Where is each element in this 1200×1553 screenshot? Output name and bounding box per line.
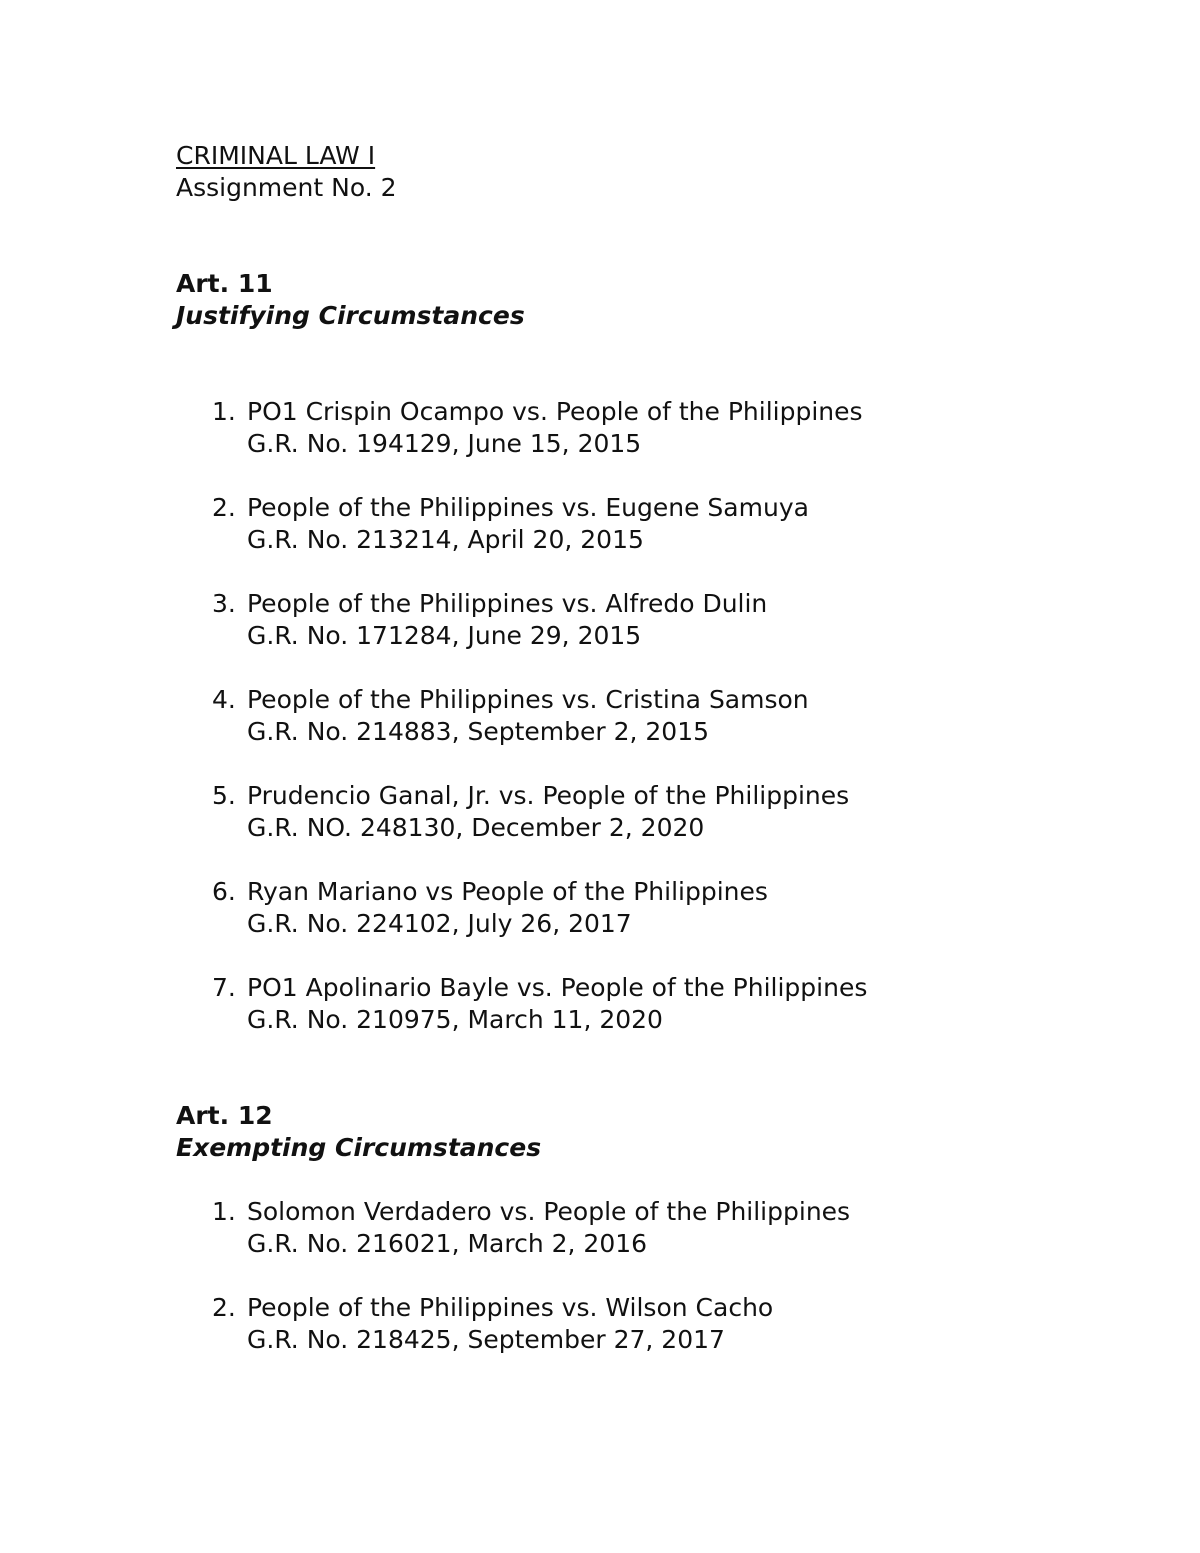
case-citation: G.R. No. 171284, June 29, 2015 [247,621,642,650]
case-item [176,396,1076,460]
case-citation: G.R. No. 213214, April 20, 2015 [247,525,644,554]
case-citation: G.R. No. 194129, June 15, 2015 [247,429,642,458]
section-art-12 [176,1100,1076,1356]
article-heading: Exempting Circumstances [176,1133,542,1162]
case-item [176,588,1076,652]
case-title: People of the Philippines vs. Cristina Samson [247,685,809,714]
document-title: CRIMINAL LAW I [176,141,376,170]
spacer [176,204,1076,268]
spacer [176,1164,1076,1196]
case-item [176,492,1076,556]
case-item [176,1292,1076,1356]
document-page [176,140,1076,1356]
case-number: 1. [212,1197,236,1226]
case-number: 7. [212,973,236,1002]
case-title: People of the Philippines vs. Wilson Cacho [247,1293,774,1322]
case-number: 3. [212,589,236,618]
case-citation: G.R. No. 210975, March 11, 2020 [247,1005,663,1034]
case-item [176,684,1076,748]
case-item [176,1196,1076,1260]
case-title: PO1 Apolinario Bayle vs. People of the Philippines [247,973,868,1002]
case-citation: G.R. No. 216021, March 2, 2016 [247,1229,648,1258]
case-list-art-12 [176,1196,1076,1356]
case-list-art-11 [176,396,1076,1036]
case-title: Prudencio Ganal, Jr. vs. People of the Philippines [247,781,850,810]
case-number: 1. [212,397,236,426]
case-citation: G.R. No. 224102, July 26, 2017 [247,909,632,938]
case-title: Ryan Mariano vs People of the Philippines [247,877,768,906]
case-item [176,780,1076,844]
article-number: Art. 11 [176,269,273,298]
case-title: People of the Philippines vs. Alfredo Dulin [247,589,768,618]
case-citation: G.R. NO. 248130, December 2, 2020 [247,813,705,842]
case-title: PO1 Crispin Ocampo vs. People of the Philippines [247,397,863,426]
case-number: 2. [212,1293,236,1322]
case-title: People of the Philippines vs. Eugene Samuya [247,493,809,522]
spacer [176,1036,1076,1100]
case-number: 2. [212,493,236,522]
case-item [176,876,1076,940]
section-art-11 [176,268,1076,1036]
case-citation: G.R. No. 218425, September 27, 2017 [247,1325,725,1354]
document-subtitle: Assignment No. 2 [176,173,397,202]
article-number: Art. 12 [176,1101,273,1130]
case-number: 4. [212,685,236,714]
case-number: 5. [212,781,236,810]
case-number: 6. [212,877,236,906]
spacer [176,332,1076,396]
case-item [176,972,1076,1036]
case-citation: G.R. No. 214883, September 2, 2015 [247,717,710,746]
case-title: Solomon Verdadero vs. People of the Philippines [247,1197,851,1226]
article-heading: Justifying Circumstances [176,301,525,330]
